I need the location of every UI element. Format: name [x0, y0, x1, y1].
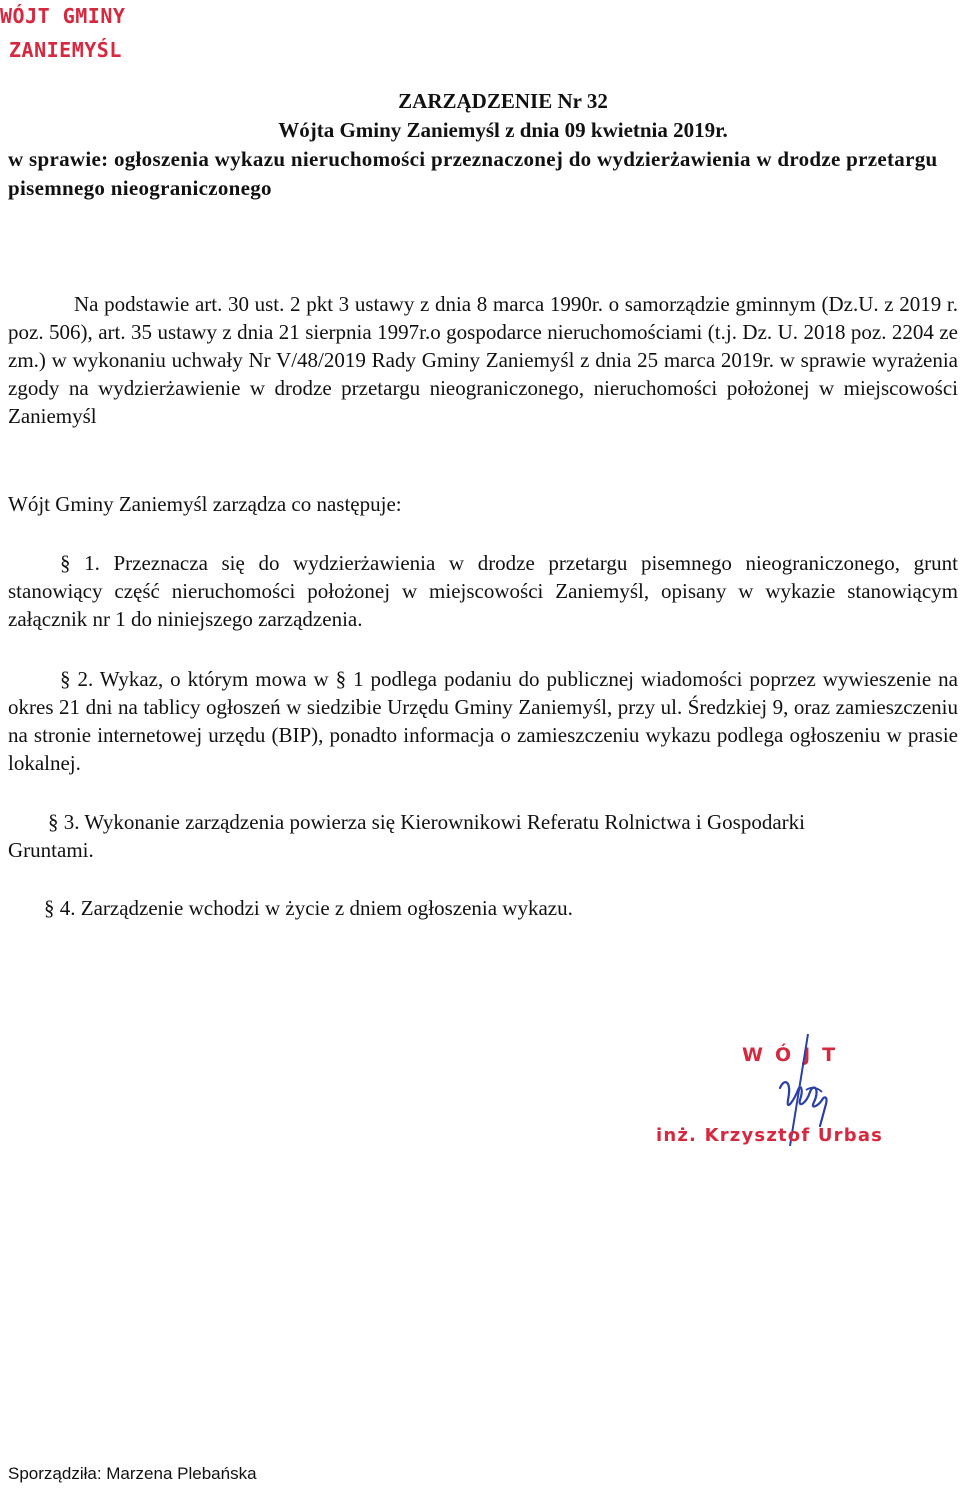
- stamp-line-2: ZANIEMYŚL: [9, 38, 122, 62]
- signature-title: WÓJT: [742, 1044, 848, 1066]
- decree-intro: Wójt Gminy Zaniemyśl zarządza co następuje:: [8, 492, 402, 516]
- document-subject: w sprawie: ogłoszenia wykazu nieruchomości przeznaczonej do wydzierżawienia w drodze przetargu pisemnego nieograniczonego: [8, 147, 938, 200]
- document-title: ZARZĄDZENIE Nr 32: [398, 89, 608, 113]
- stamp-line-1: WÓJT GMINY: [0, 4, 126, 28]
- legal-basis-paragraph: Na podstawie art. 30 ust. 2 pkt 3 ustawy z dnia 8 marca 1990r. o samorządzie gminnym (Dz.U. z 2019 r. poz. 506), art. 35 ustawy z dnia 21 sierpnia 1997r.o gospodarce nieruchomościami (t.j. Dz. U. 2018 poz. 2204 ze zm.) w wykonaniu uchwały Nr V/48/2019 Rady Gminy Zaniemyśl z dnia 25 marca 2019r. w sprawie wyrażenia zgody na wydzierżawienie w drodze przetargu nieograniczonego, nieruchomości położonej w miejscowości Zaniemyśl: [8, 292, 958, 428]
- section-1: § 1. Przeznacza się do wydzierżawienia w drodze przetargu pisemnego nieograniczonego, grunt stanowiący część nieruchomości położonej w miejscowości Zaniemyśl, opisany w wykazie stanowiącym załącznik nr 1 do niniejszego zarządzenia.: [8, 551, 958, 631]
- signatory-name: inż. Krzysztof Urbas: [656, 1125, 884, 1146]
- section-4: § 4. Zarządzenie wchodzi w życie z dniem ogłoszenia wykazu.: [44, 896, 573, 920]
- section-3: § 3. Wykonanie zarządzenia powierza się Kierownikowi Referatu Rolnictwa i Gospodarki Gruntami.: [8, 810, 806, 862]
- section-2: § 2. Wykaz, o którym mowa w § 1 podlega podaniu do publicznej wiadomości poprzez wywieszenie na okres 21 dni na tablicy ogłoszeń w siedzibie Urzędu Gminy Zaniemyśl, przy ul. Średzkiej 9, oraz zamieszczeniu na stronie internetowej urzędu (BIP), ponadto informacja o zamieszczeniu wykazu podlega ogłoszeniu w prasie lokalnej.: [8, 667, 958, 775]
- document-subtitle: Wójta Gminy Zaniemyśl z dnia 09 kwietnia 2019r.: [278, 118, 728, 142]
- prepared-by: Sporządziła: Marzena Plebańska: [8, 1464, 257, 1483]
- document-header: [8, 87, 958, 203]
